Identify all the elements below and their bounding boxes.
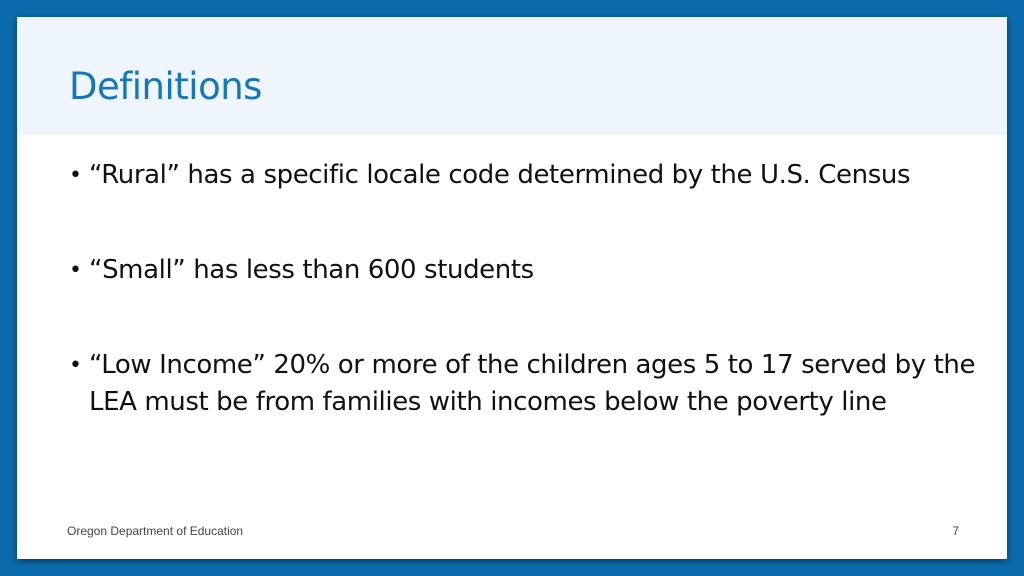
bullet-dot: • bbox=[69, 353, 82, 378]
footer-organization: Oregon Department of Education bbox=[67, 524, 244, 538]
slide-title: Definitions bbox=[69, 65, 262, 108]
slide bbox=[17, 17, 1007, 559]
bullet-dot: • bbox=[69, 163, 82, 188]
title-band bbox=[17, 17, 1007, 135]
bullet-text: “Low Income” 20% or more of the children ages 5 to 17 served by the LEA must be from families with incomes below the poverty line bbox=[89, 350, 976, 417]
bullet-text: “Rural” has a specific locale code determined by the U.S. Census bbox=[89, 160, 911, 190]
bullet-text: “Small” has less than 600 students bbox=[89, 255, 534, 285]
page-number: 7 bbox=[952, 524, 959, 538]
bullet-item-rural bbox=[69, 157, 979, 194]
bullet-item-small bbox=[69, 252, 979, 289]
bullet-item-low-income bbox=[69, 347, 979, 421]
bullet-dot: • bbox=[69, 258, 82, 283]
bullet-list bbox=[69, 157, 979, 421]
